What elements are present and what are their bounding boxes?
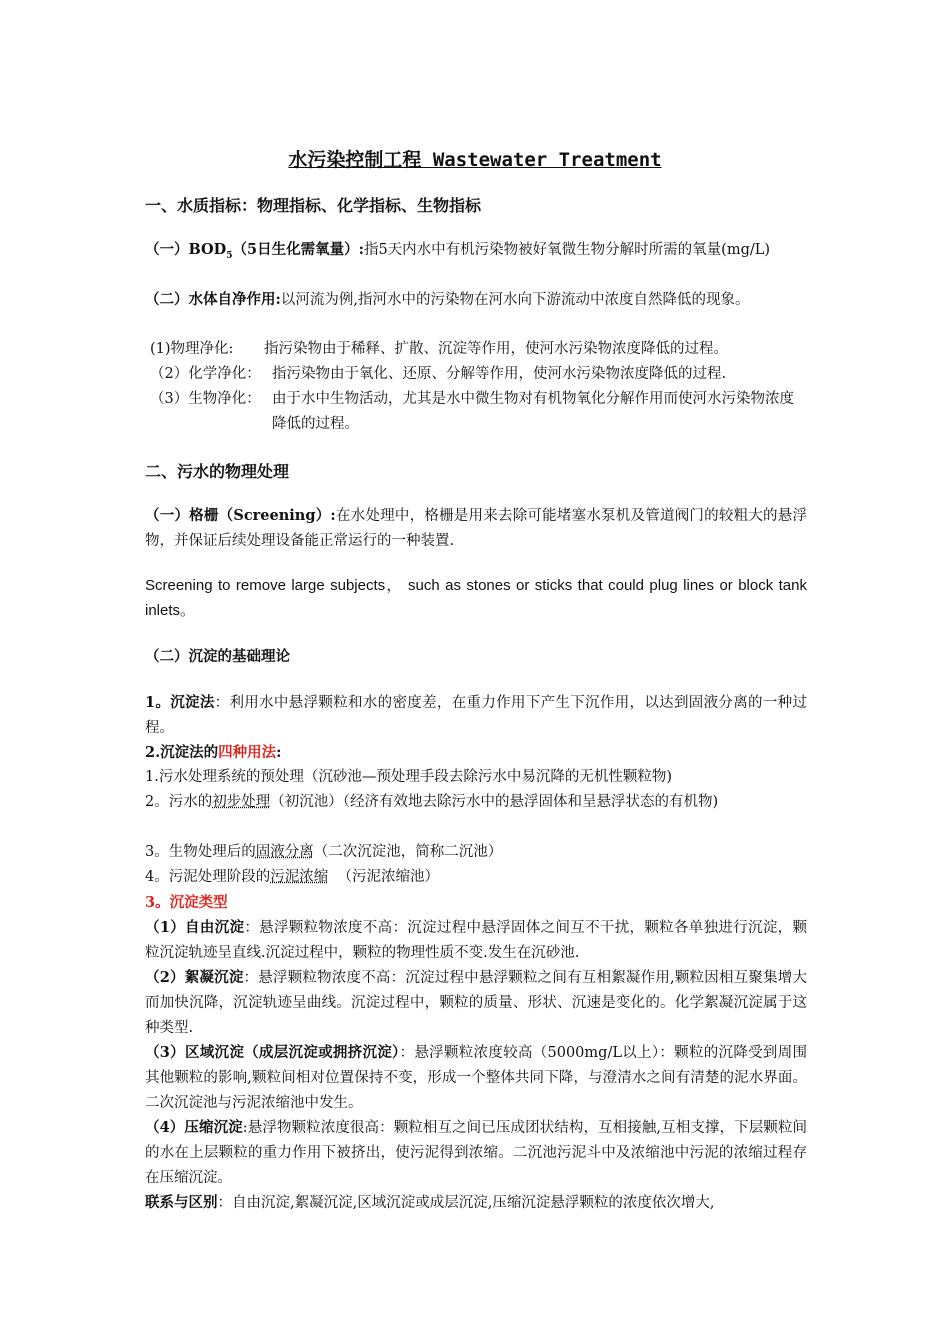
use-4-prefix: 4。污泥处理阶段的 — [145, 869, 271, 885]
sedimentation-method-label: 1。沉淀法 — [145, 694, 215, 711]
type-2-text: ：悬浮颗粒物浓度不高：沉淀过程中悬浮颗粒之间有互相絮凝作用,颗粒因相互聚集增大而加快沉降，沉淀轨迹呈曲线。沉淀过程中，颗粒的质量、形状、沉速是变化的。化学絮凝沉淀属于这种类型. — [145, 970, 808, 1036]
use-3-text: （二次沉淀池，简称二沉池） — [313, 844, 503, 860]
use-4-term: 污泥浓缩 — [270, 869, 329, 885]
bod-label: （一）$BOD_5(5$日生化需氧量）: — [145, 241, 364, 261]
type-compression-settling — [145, 1115, 807, 1191]
paragraph-screening — [145, 503, 807, 554]
relation-label: 联系与区别 — [145, 1194, 218, 1211]
type-free-settling — [145, 915, 807, 966]
four-uses-highlight: 四种用法 — [218, 744, 277, 761]
type-zone-settling — [145, 1040, 807, 1116]
screening-label: （一）格栅（Screening）: — [145, 507, 336, 524]
document-title: 水污染控制工程 Wastewater Treatment — [288, 149, 662, 171]
physical-purification-label: (1)物理净化: — [150, 341, 234, 357]
four-uses-colon: : — [276, 744, 282, 761]
type-3-label: （3）区域沉淀（成层沉淀或拥挤沉淀） — [145, 1044, 400, 1061]
type-1-label: （1）自由沉淀 — [145, 919, 245, 936]
subheading-sedimentation-theory: （二）沉淀的基础理论 — [145, 648, 290, 665]
screening-text: 在水处理中，格栅是用来去除可能堵塞水泵机及管道阀门的较粗大的悬浮物，并保证后续处理设备能正常运行的一种装置. — [145, 508, 807, 549]
relation-text: ：自由沉淀,絮凝沉淀,区域沉淀或成层沉淀,压缩沉淀悬浮颗粒的浓度依次增大, — [217, 1195, 715, 1211]
use-2-text: （初沉池）（经济有效地去除污水中的悬浮固体和呈悬浮状态的有机物) — [270, 794, 719, 810]
chemical-purification-label: （2）化学净化： — [150, 366, 261, 382]
self-purification-label: （二）水体自净作用: — [145, 291, 281, 308]
paragraph-self-purification — [145, 287, 807, 313]
four-uses-heading — [145, 740, 807, 766]
paragraph-screening-english: Screening to remove large subjects， such as stones or sticks that could plug lines or block tank inlets。 — [145, 577, 807, 619]
use-3-prefix: 3。生物处理后的 — [145, 844, 256, 860]
chemical-purification-text: 指污染物由于氧化、还原、分解等作用，使河水污染物浓度降低的过程. — [272, 366, 727, 382]
biological-purification-text: 由于水中生物活动，尤其是水中微生物对有机物氧化分解作用而使河水污染物浓度降低的过程。 — [272, 391, 794, 432]
section-heading-physical-treatment: 二、污水的物理处理 — [145, 462, 290, 481]
use-2-term: 初步处理 — [212, 794, 271, 810]
use-item-sludge-thickening — [145, 865, 807, 890]
self-purification-text: 以河流为例,指河水中的污染物在河水向下游流动中浓度自然降低的现象。 — [280, 292, 750, 308]
type-4-text: :悬浮物颗粒浓度很高：颗粒相互之间已压成团状结构，互相接触,互相支撑，下层颗粒间的水在上层颗粒的重力作用下被挤出，使污泥得到浓缩。二沉池污泥斗中及浓缩池中污泥的浓缩过程存在压缩沉淀。 — [145, 1120, 807, 1186]
sedimentation-method-text: ：利用水中悬浮颗粒和水的密度差，在重力作用下产生下沉作用，以达到固液分离的一种过程。 — [145, 695, 807, 736]
bod-text: 指5天内水中有机污染物被好氧微生物分解时所需的氧量(mg/L) — [363, 242, 771, 258]
type-flocculent-settling — [145, 965, 807, 1041]
use-3-term: 固液分离 — [255, 844, 314, 860]
section-heading-water-quality: 一、水质指标：物理指标、化学指标、生物指标 — [145, 196, 482, 215]
use-item-solid-liquid-separation — [145, 840, 807, 865]
use-item-pretreatment: 1.污水处理系统的预处理（沉砂池—预处理手段去除污水中易沉降的无机性颗粒物) — [145, 769, 672, 785]
type-2-label: （2）絮凝沉淀 — [145, 969, 244, 986]
sedimentation-types-heading: 3。沉淀类型 — [145, 894, 228, 911]
four-uses-label: 2.沉淀法的 — [145, 744, 219, 761]
type-3-text: ：悬浮颗粒浓度较高（5000mg/L以上）：颗粒的沉降受到周围其他颗粒的影响,颗粒间相对位置保持不变，形成一个整体共同下降，与澄清水之间有清楚的泥水界面。二次沉淀池与污泥浓缩池中发生。 — [145, 1045, 807, 1111]
biological-purification-label: （3）生物净化： — [150, 391, 261, 407]
relation-and-difference — [145, 1190, 807, 1216]
use-item-primary-treatment — [145, 790, 807, 815]
paragraph-sedimentation-method — [145, 690, 807, 741]
type-4-label: （4）压缩沉淀 — [145, 1119, 243, 1136]
type-1-text: ：悬浮颗粒物浓度不高：沉淀过程中悬浮固体之间互不干扰，颗粒各单独进行沉淀，颗粒沉淀轨迹呈直线.沉淀过程中，颗粒的物理性质不变.发生在沉砂池. — [145, 920, 808, 961]
use-2-prefix: 2。污水的 — [145, 794, 213, 810]
use-4-text: （污泥浓缩池） — [328, 869, 439, 885]
paragraph-bod — [145, 237, 807, 269]
physical-purification-text: 指污染物由于稀释、扩散、沉淀等作用，使河水污染物浓度降低的过程。 — [264, 341, 728, 357]
